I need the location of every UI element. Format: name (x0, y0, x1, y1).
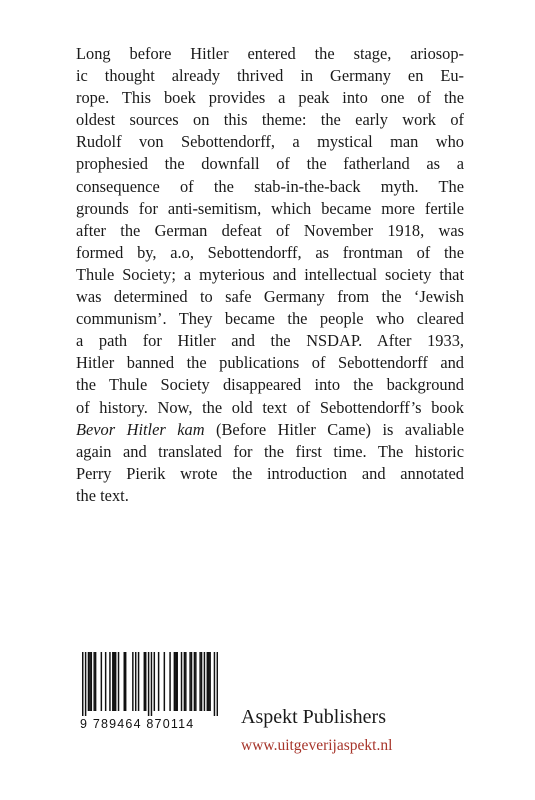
barcode-bar (82, 652, 83, 716)
barcode-bar (204, 652, 205, 711)
barcode-bar (125, 652, 126, 711)
blurb-line: Perry Pierik wrote the introduction and annotated (76, 463, 464, 483)
barcode-bar (115, 652, 116, 711)
blurb-line: again and translated for the first time. The historic (76, 441, 464, 461)
barcode-bars (82, 652, 218, 716)
blurb-line: Rudolf von Sebottendorff, a mystical man who (76, 132, 464, 152)
blurb-line: oldest sources on this theme: the early work of (76, 110, 464, 130)
barcode-bar (105, 652, 106, 711)
barcode-bar (132, 652, 133, 711)
blurb-line: the text. (76, 485, 129, 505)
blurb-line: rope. This boek provides a peak into one of the (76, 88, 464, 108)
barcode-bar (169, 652, 170, 711)
barcode-bar (185, 652, 186, 711)
barcode-bar (112, 652, 113, 711)
barcode-bar (207, 652, 208, 711)
barcode-bar (189, 652, 190, 711)
barcode-bar (158, 652, 159, 711)
blurb-line: Thule Society; a myterious and intellectual society that (76, 264, 464, 284)
blurb-line (76, 419, 464, 441)
barcode-bar (194, 652, 195, 711)
blurb-line: after the German defeat of November 1918, was (76, 220, 464, 240)
barcode-bar (145, 652, 146, 711)
barcode-bar (184, 652, 185, 711)
barcode-digits: 9 789464 870114 (80, 717, 195, 731)
barcode-bar (164, 652, 165, 711)
barcode-bar (138, 652, 139, 711)
blurb-line: the Thule Society disappeared into the background (76, 375, 464, 395)
barcode-bar (209, 652, 210, 711)
barcode-bar (151, 652, 152, 716)
barcode-bar (93, 652, 94, 711)
blurb-line: Hitler banned the publications of Sebottendorff and (76, 353, 464, 373)
publisher-website[interactable]: www.uitgeverijaspekt.nl (241, 737, 393, 754)
barcode-bar (176, 652, 177, 711)
barcode-bar (124, 652, 125, 711)
barcode-bar (88, 652, 89, 711)
barcode-bar (85, 652, 86, 716)
book-title: Bevor Hitler kam (76, 419, 205, 439)
blurb-line: a path for Hitler and the NSDAP. After 1933, (76, 331, 464, 351)
barcode-bar (175, 652, 176, 711)
barcode-bar (214, 652, 215, 716)
blurb-line: grounds for anti-semitism, which became more fertile (76, 198, 464, 218)
blurb-line: formed by, a.o, Sebottendorff, as frontman of the (76, 242, 464, 262)
barcode-bar (135, 652, 136, 711)
isbn-barcode (80, 652, 220, 731)
blurb-text (76, 43, 464, 507)
blurb-line: consequence of the stab-in-the-back myth. The (76, 176, 464, 196)
barcode-bar (199, 652, 200, 711)
barcode-bar (109, 652, 110, 711)
barcode-bar (101, 652, 102, 711)
barcode-bar (217, 652, 218, 716)
blurb-line: ic thought already thrived in Germany en Eu- (76, 66, 464, 86)
barcode-bar (174, 652, 175, 711)
barcode-bar (191, 652, 192, 711)
barcode-bar (144, 652, 145, 711)
barcode-bar (208, 652, 209, 711)
barcode-bar (181, 652, 182, 711)
blurb-line: of history. Now, the old text of Sebottendorff’s book (76, 397, 464, 417)
barcode-bar (95, 652, 96, 711)
barcode-bar (118, 652, 119, 711)
blurb-line: Long before Hitler entered the stage, ariosop- (76, 44, 464, 63)
barcode-bar (154, 652, 155, 711)
barcode-bar (113, 652, 114, 711)
barcode-bar (195, 652, 196, 711)
barcode-bar (201, 652, 202, 711)
blurb-line: was determined to safe Germany from the ‘Jewish (76, 287, 464, 307)
blurb-line: prophesied the downfall of the fatherland as a (76, 154, 464, 174)
publisher-name: Aspekt Publishers (241, 706, 386, 728)
blurb-line-rest: (Before Hitler Came) is avaliable (204, 419, 465, 439)
barcode-bar (89, 652, 90, 711)
barcode-bar (148, 652, 149, 716)
blurb-line: communism’. They became the people who cleared (76, 309, 464, 329)
barcode-bar (91, 652, 92, 711)
